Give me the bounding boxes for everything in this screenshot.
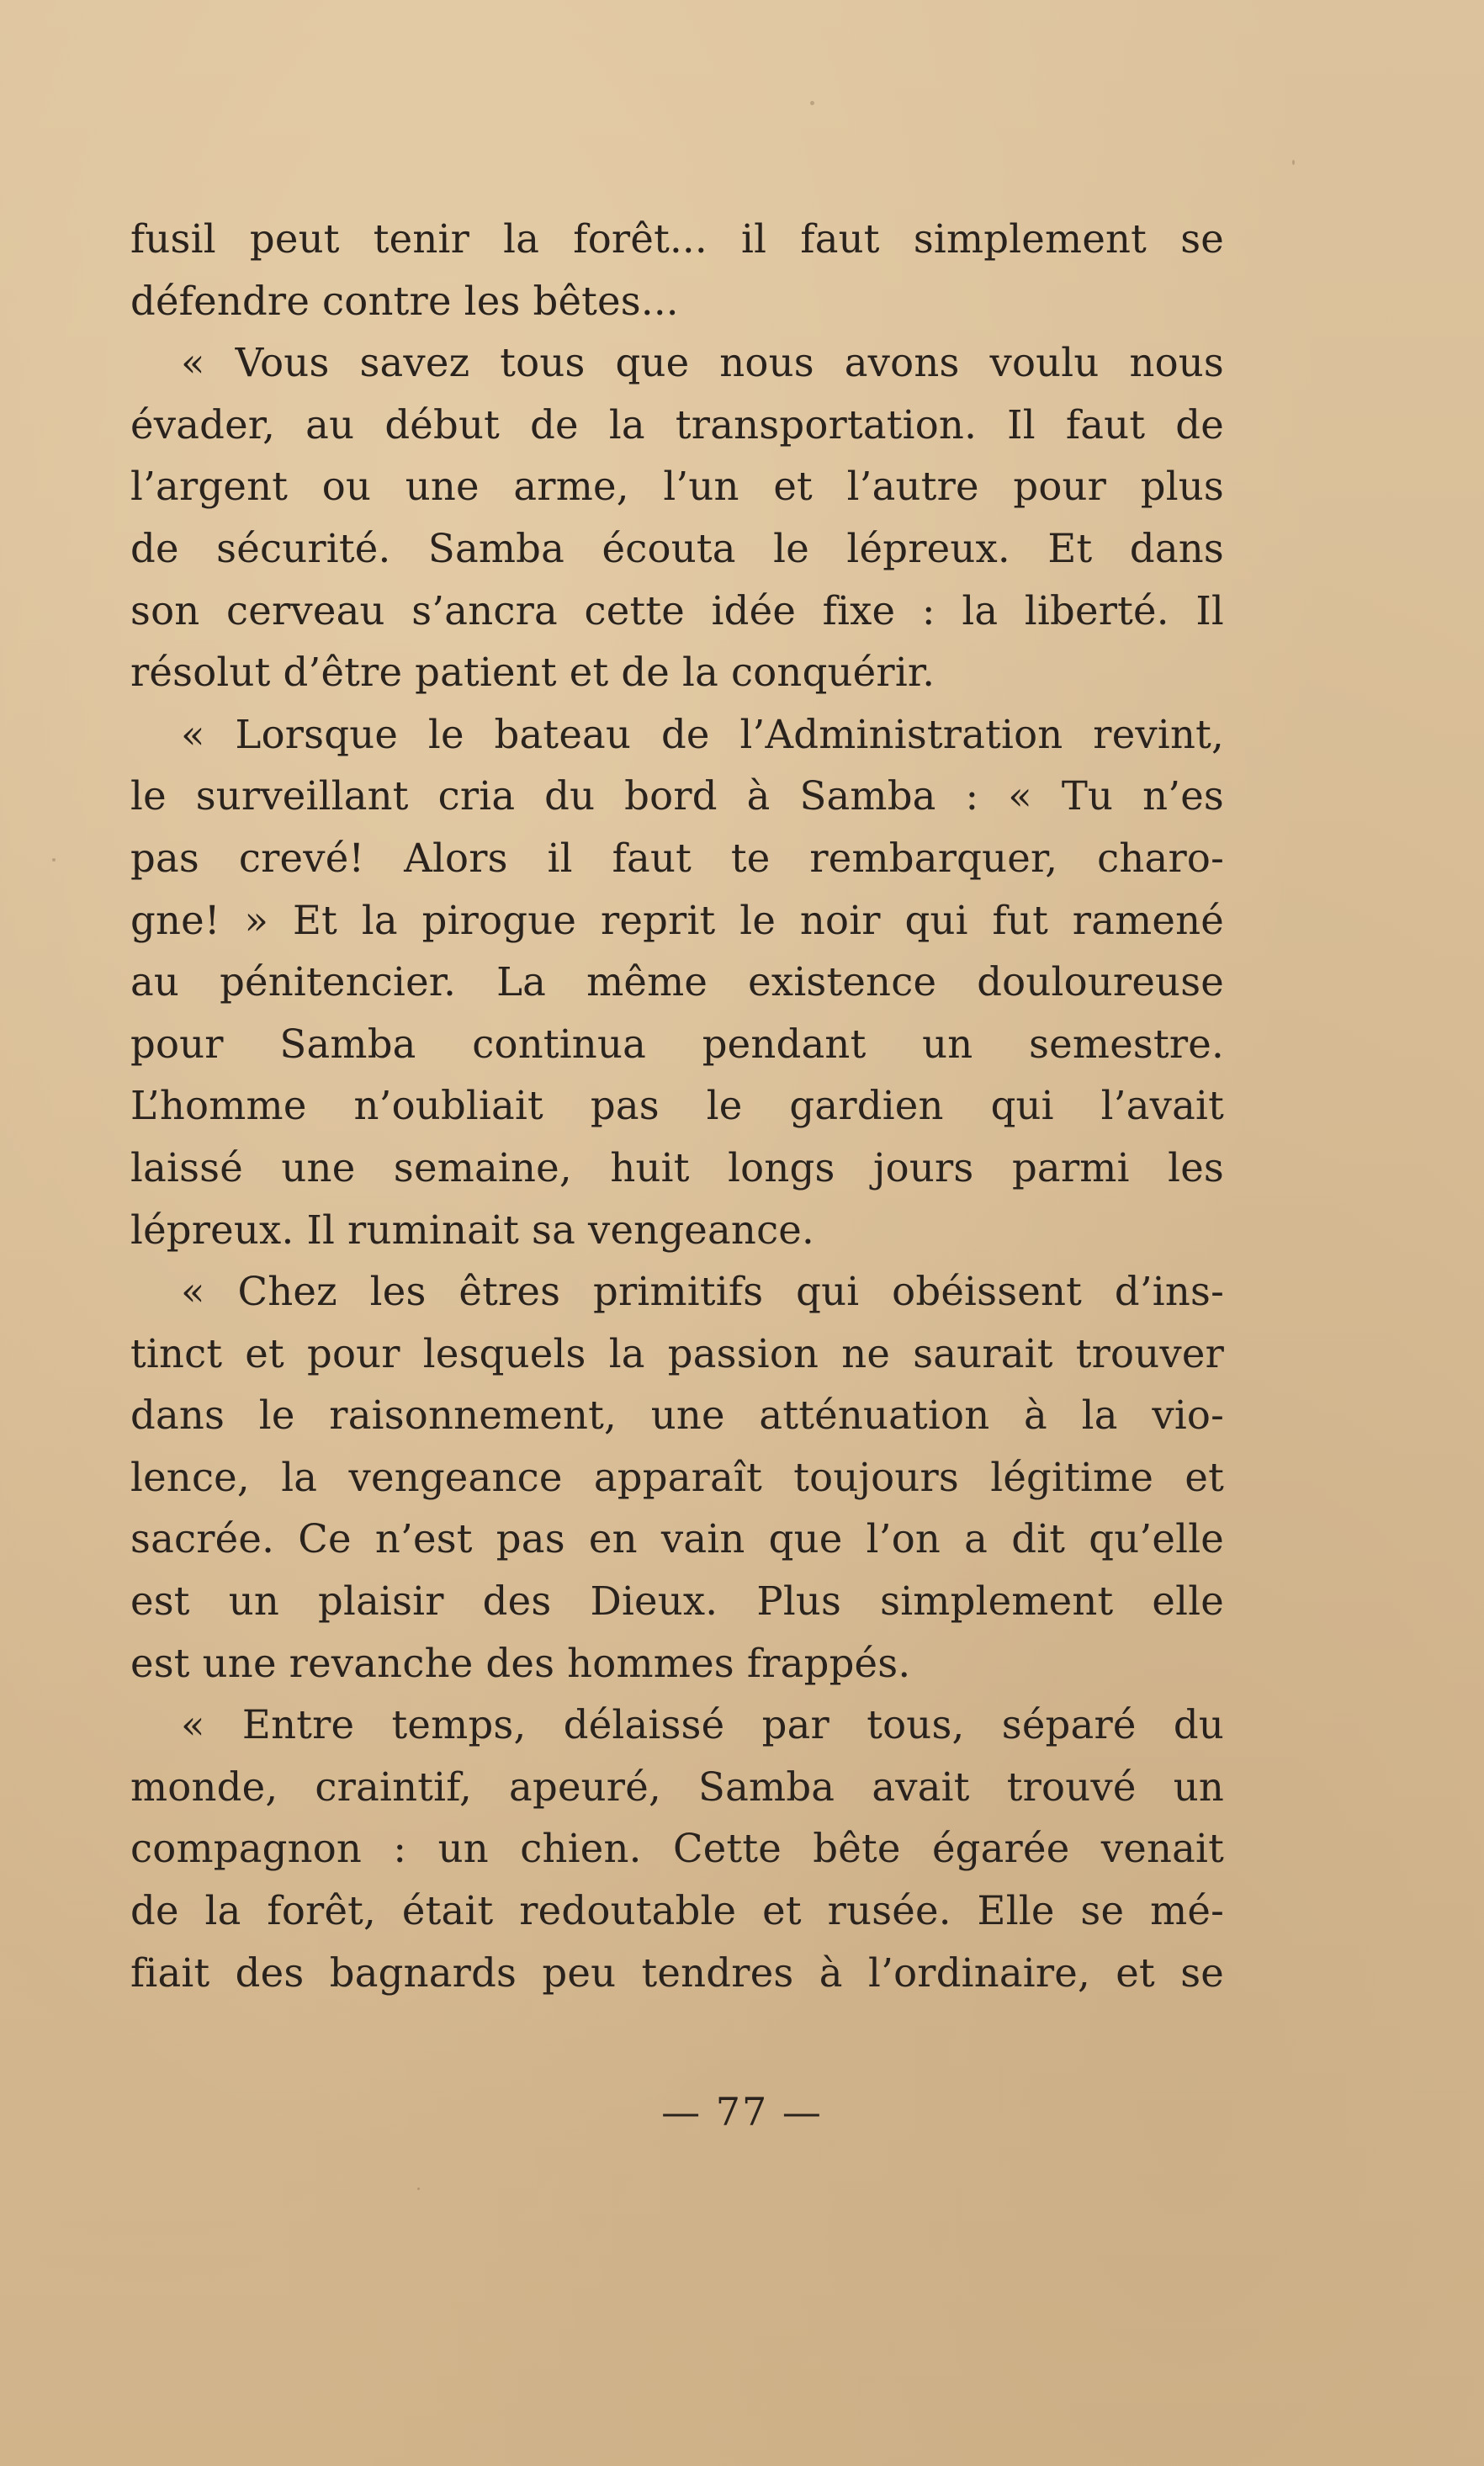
paper-speck — [1292, 160, 1295, 165]
text-line: est un plaisir des Dieux. Plus simplement elle — [130, 1578, 1224, 1625]
text-line: est une revanche des hommes frappés. — [130, 1640, 911, 1686]
paper-speck — [417, 2188, 420, 2190]
text-line: sacrée. Ce n’est pas en vain que l’on a dit qu’elle — [130, 1516, 1224, 1562]
text-line: pour Samba continua pendant un semestre. — [130, 1021, 1224, 1067]
paper-speck — [810, 101, 814, 105]
text-line: « Vous savez tous que nous avons voulu nous — [181, 340, 1224, 386]
text-line: lépreux. Il ruminait sa vengeance. — [130, 1206, 815, 1253]
body-text — [130, 209, 1224, 2004]
text-line: de sécurité. Samba écouta le lépreux. Et dans — [130, 525, 1224, 571]
text-line: tinct et pour lesquels la passion ne saurait trouver — [130, 1330, 1224, 1376]
text-line: « Chez les êtres primitifs qui obéissent d’ins- — [181, 1269, 1224, 1315]
text-line: l’argent ou une arme, l’un et l’autre pour plus — [130, 464, 1224, 510]
text-line: son cerveau s’ancra cette idée fixe : la liberté. Il — [130, 587, 1224, 634]
text-line: monde, craintif, apeuré, Samba avait trouvé un — [130, 1763, 1224, 1810]
text-line: évader, au début de la transportation. Il faut de — [130, 401, 1224, 448]
text-line: défendre contre les bêtes... — [130, 278, 679, 324]
text-line: résolut d’être patient et de la conquérir. — [130, 650, 935, 696]
page-number: — 77 — — [661, 2089, 823, 2135]
text-line: compagnon : un chien. Cette bête égarée venait — [130, 1826, 1224, 1872]
text-line: fiait des bagnards peu tendres à l’ordinaire, et se — [130, 1949, 1224, 1996]
text-line: au pénitencier. La même existence douloureuse — [130, 959, 1224, 1005]
text-line: laissé une semaine, huit longs jours parmi les — [130, 1144, 1224, 1191]
text-line: fusil peut tenir la forêt... il faut simplement se — [130, 216, 1224, 262]
text-line: le surveillant cria du bord à Samba : « Tu n’es — [130, 773, 1224, 819]
text-line: gne! » Et la pirogue reprit le noir qui fut ramené — [130, 897, 1224, 943]
text-line: L’homme n’oubliait pas le gardien qui l’avait — [130, 1083, 1224, 1129]
text-line: dans le raisonnement, une atténuation à la vio- — [130, 1392, 1224, 1439]
text-line: « Lorsque le bateau de l’Administration revint, — [181, 711, 1224, 757]
text-line: pas crevé! Alors il faut te rembarquer, charo- — [130, 835, 1224, 881]
text-line: lence, la vengeance apparaît toujours légitime et — [130, 1454, 1224, 1500]
paper-speck — [52, 858, 56, 862]
text-line: « Entre temps, délaissé par tous, séparé du — [181, 1702, 1224, 1748]
text-line: de la forêt, était redoutable et rusée. Elle se mé- — [130, 1888, 1224, 1934]
